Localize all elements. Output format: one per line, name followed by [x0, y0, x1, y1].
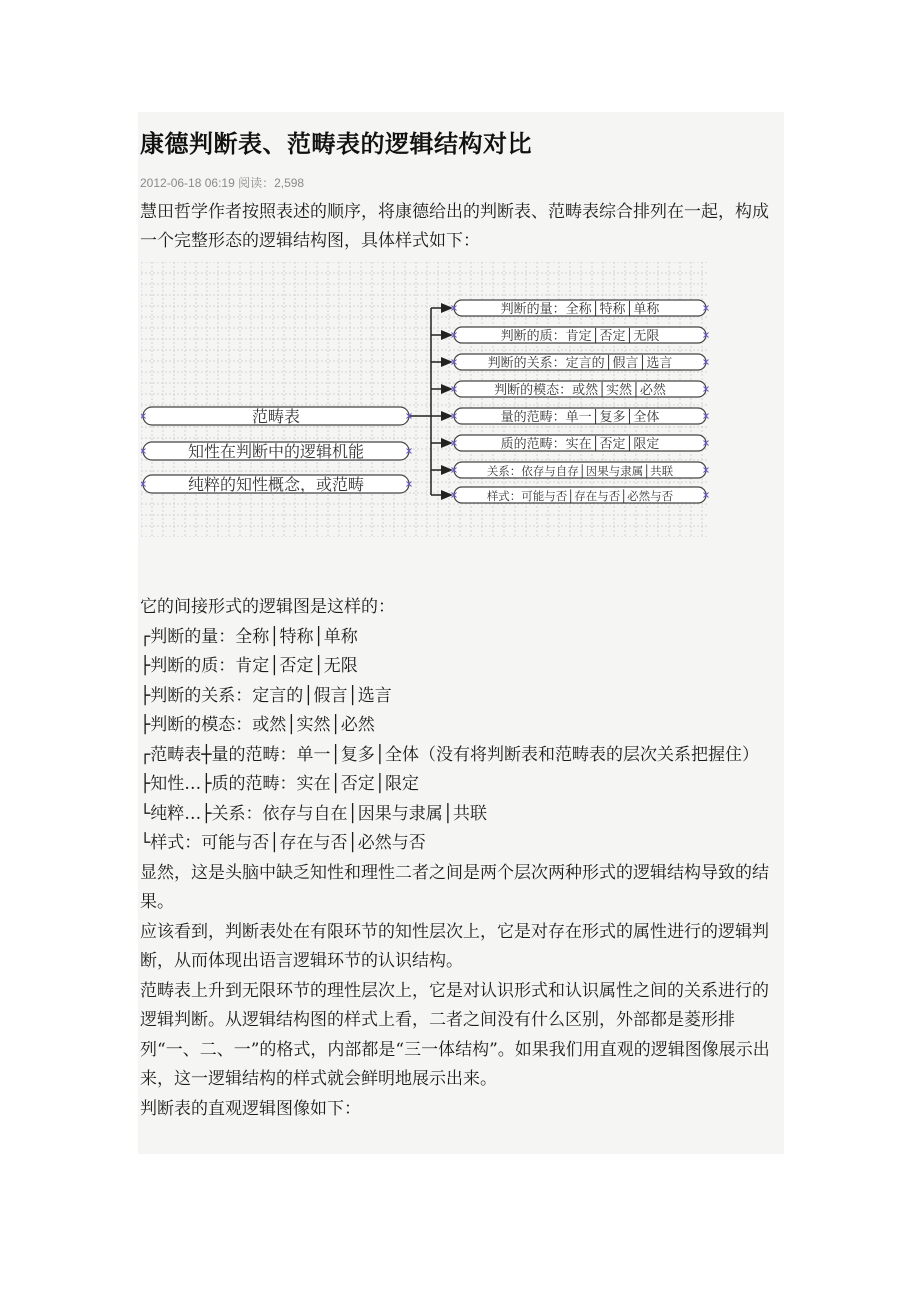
right-box: [452, 381, 709, 398]
body-paragraph: 范畴表上升到无限环节的理性层次上，它是对认识形式和认识属性之间的关系进行的逻辑判断。从逻辑结构图的样式上看，二者之间没有什么区别，外部都是菱形排列“一、二、一”的格式，内部都是“三一体结构”。如果我们用直观的逻辑图像展示出来，这一逻辑结构的样式就会鲜明地展示出来。: [140, 980, 770, 1089]
body-line: ├知性…├质的范畴：实在│否定│限定: [140, 774, 419, 794]
body-line: 判断表的直观逻辑图像如下：: [140, 1098, 361, 1119]
left-box: [141, 475, 412, 494]
article-body: [140, 593, 782, 1124]
right-box-label: 判断的关系：定言的│假言│选言: [487, 356, 673, 371]
logic-structure-diagram: [141, 262, 709, 537]
arrow-icon: [441, 357, 453, 367]
right-box-label: 量的范畴：单一│复多│全体: [500, 410, 660, 425]
right-box: [452, 462, 709, 478]
arrow-icon: [441, 384, 453, 394]
body-line: ┌判断的量：全称│特称│单称: [140, 626, 358, 647]
left-box-label: 知性在判断中的逻辑机能: [187, 442, 365, 461]
article-page: [138, 112, 784, 1154]
arrow-icon: [441, 465, 453, 475]
body-paragraph: 显然，这是头脑中缺乏知性和理性二者之间是两个层次两种形式的逻辑结构导致的结果。: [140, 862, 769, 912]
right-box-label: 判断的质：肯定│否定│无限: [500, 329, 660, 344]
arrow-icon: [441, 490, 453, 500]
arrow-icon: [441, 438, 453, 448]
body-line: └纯粹…├关系：依存与自在│因果与隶属│共联: [140, 803, 487, 824]
right-box: [452, 435, 709, 452]
right-box: [452, 487, 709, 503]
right-box: [452, 300, 709, 317]
body-line: 它的间接形式的逻辑图是这样的：: [140, 597, 395, 617]
right-box-label: 质的范畴：实在│否定│限定: [500, 437, 660, 452]
left-box-label: 范畴表: [251, 407, 301, 426]
diagram-right-boxes: [452, 300, 709, 503]
article-title: 康德判断表、范畴表的逻辑结构对比: [140, 130, 532, 158]
article-meta: 2012-06-18 06:19 阅读：2,598: [140, 176, 305, 190]
right-box-label: 判断的量：全称│特称│单称: [500, 302, 660, 317]
body-line: └样式：可能与否│存在与否│必然与否: [140, 833, 426, 853]
right-box-label: 样式：可能与否│存在与否│必然与否: [486, 489, 674, 503]
body-line: ├判断的关系：定言的│假言│选言: [140, 685, 392, 706]
right-box-label: 关系：依存与自存│因果与隶属│共联: [486, 464, 674, 478]
right-box-label: 判断的模态：或然│实然│必然: [494, 383, 666, 398]
left-box: [141, 407, 412, 426]
body-paragraph: 应该看到，判断表处在有限环节的知性层次上，它是对存在形式的属性进行的逻辑判断，从而体现出语言逻辑环节的认识结构。: [140, 921, 769, 971]
body-line: ├判断的质：肯定│否定│无限: [140, 656, 358, 676]
intro-paragraph: 慧田哲学作者按照表述的顺序，将康德给出的判断表、范畴表综合排列在一起，构成一个完整形态的逻辑结构图，具体样式如下：: [140, 202, 769, 251]
right-box: [452, 408, 709, 425]
left-box: [141, 442, 412, 461]
diagram-left-boxes: [141, 407, 412, 494]
right-box: [452, 354, 709, 371]
right-box: [452, 327, 709, 344]
arrow-icon: [441, 303, 453, 313]
body-line: ├判断的模态：或然│实然│必然: [140, 715, 375, 735]
arrow-icon: [441, 411, 453, 421]
left-box-label: 纯粹的知性概念，或范畴: [187, 475, 365, 494]
body-line: ┌范畴表┼量的范畴：单一│复多│全体（没有将判断表和范畴表的层次关系把握住）: [140, 744, 759, 765]
